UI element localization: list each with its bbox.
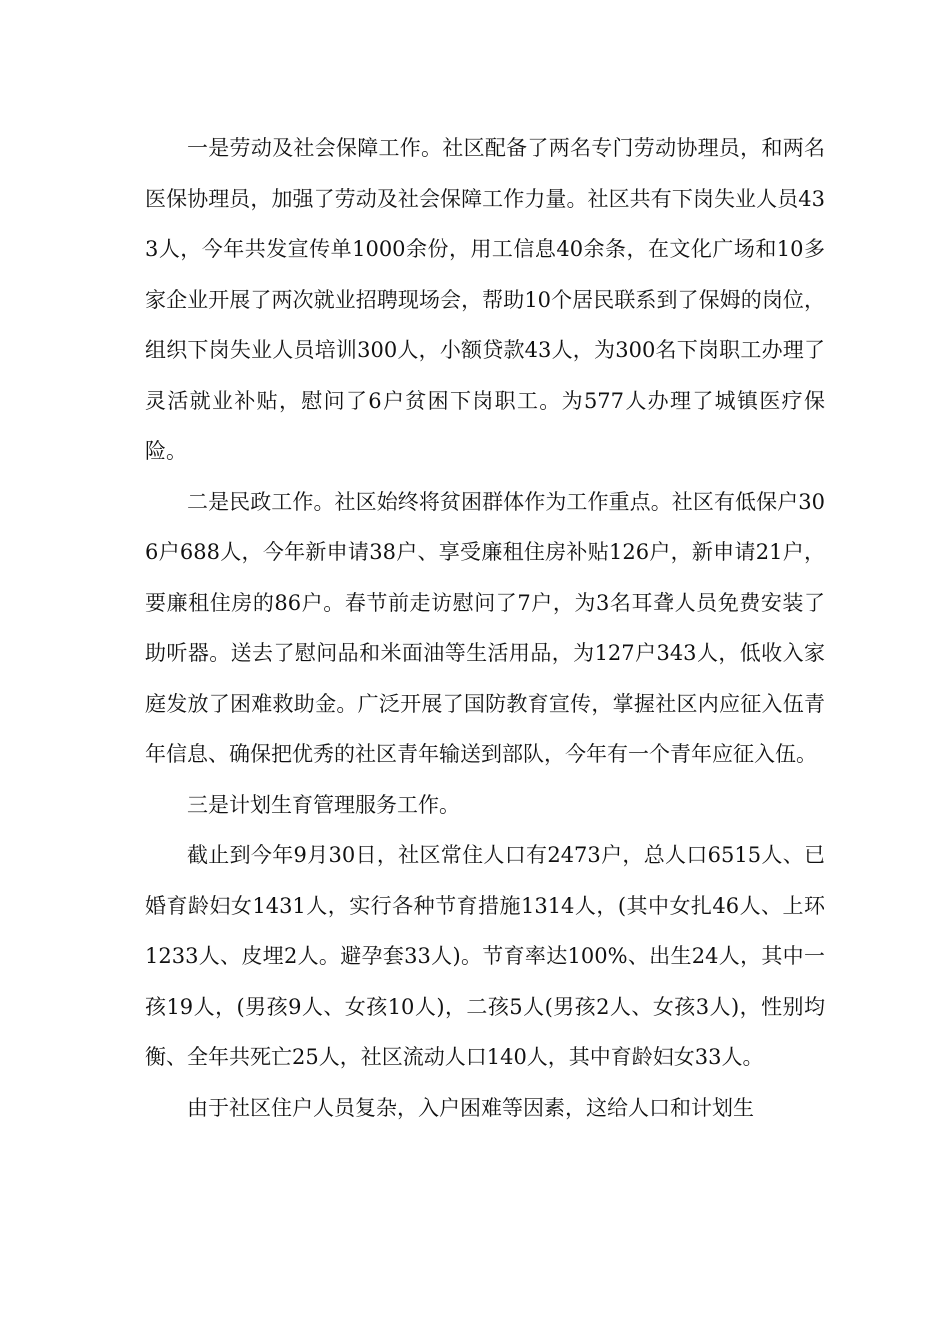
paragraph-community-difficulties: 由于社区住户人员复杂，入户困难等因素，这给人口和计划生 xyxy=(187,1095,754,1120)
paragraph-family-planning-heading: 三是计划生育管理服务工作。 xyxy=(187,792,460,817)
document-body xyxy=(145,123,825,1133)
paragraph-labor-social-security: 一是劳动及社会保障工作。社区配备了两名专门劳动协理员，和两名医保协理员，加强了劳动及社会保障工作力量。社区共有下岗失业人员433人，今年共发宣传单1000余份，用工信息40余条，在文化广场和10多家企业开展了两次就业招聘现场会，帮助10个居民联系到了保姆的岗位，组织下岗失业人员培训300人，小额贷款43人，为300名下岗职工办理了灵活就业补贴，慰问了6户贫困下岗职工。为577人办理了城镇医疗保险。 xyxy=(145,136,825,463)
paragraph-population-statistics: 截止到今年9月30日，社区常住人口有2473户，总人口6515人、已婚育龄妇女1431人，实行各种节育措施1314人，(其中女扎46人、上环1233人、皮埋2人。避孕套33人)。节育率达100%、出生24人，其中一孩19人，(男孩9人、女孩10人)，二孩5人(男孩2人、女孩3人)，性别均衡、全年共死亡25人，社区流动人口140人，其中育龄妇女33人。 xyxy=(145,843,825,1069)
paragraph-civil-affairs: 二是民政工作。社区始终将贫困群体作为工作重点。社区有低保户306户688人，今年新申请38户、享受廉租住房补贴126户，新申请21户，要廉租住房的86户。春节前走访慰问了7户，为3名耳聋人员免费安装了助听器。送去了慰问品和米面油等生活用品，为127户343人，低收入家庭发放了困难救助金。广泛开展了国防教育宣传，掌握社区内应征入伍青年信息、确保把优秀的社区青年输送到部队，今年有一个青年应征入伍。 xyxy=(145,489,825,766)
